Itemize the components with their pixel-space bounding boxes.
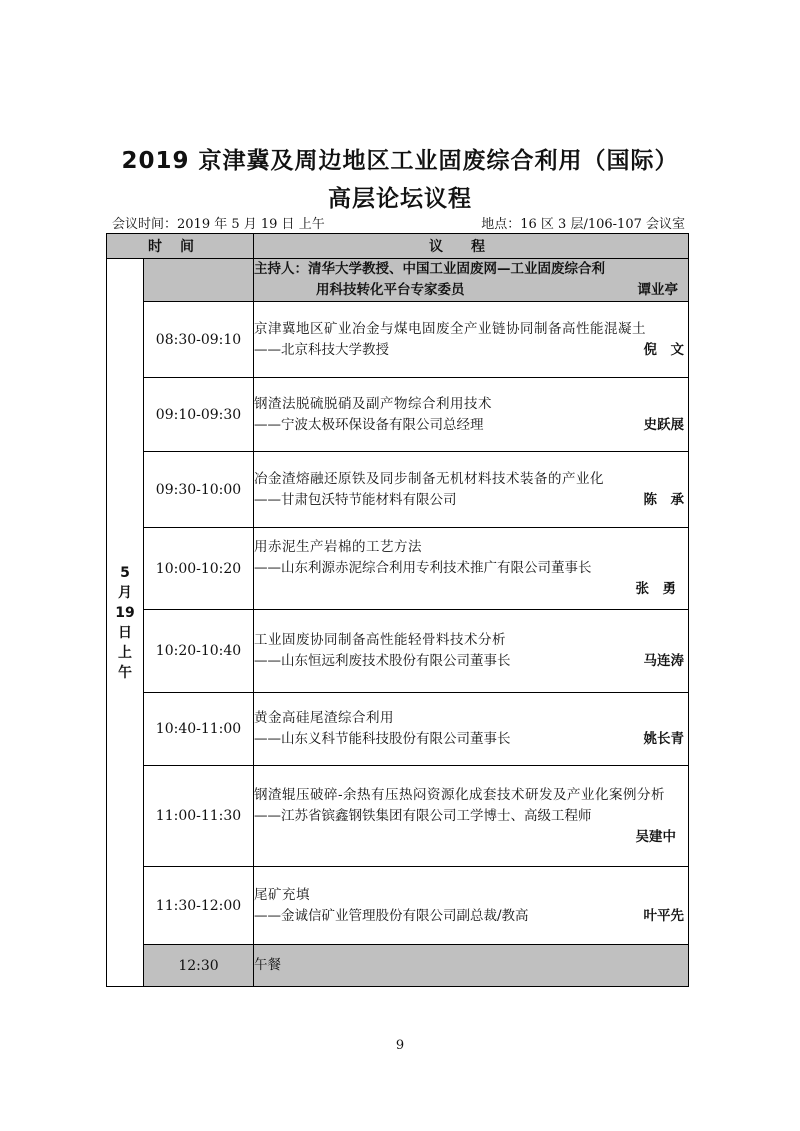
session-topic: 冶金渣熔融还原铁及同步制备无机材料技术装备的产业化 — [254, 470, 604, 487]
session-speaker: 姚长青 — [643, 731, 684, 747]
day-char: 日 — [118, 624, 132, 641]
host-cell — [254, 259, 689, 302]
session-speaker: 马连涛 — [643, 653, 684, 669]
page-number: 9 — [395, 1038, 405, 1053]
session-content — [254, 693, 689, 766]
session-speaker: 倪 文 — [643, 341, 684, 358]
session-affiliation: ——江苏省镔鑫钢铁集团有限公司工学博士、高级工程师 — [254, 807, 592, 824]
session-content — [254, 302, 689, 378]
session-affiliation: ——山东恒远利废技术股份有限公司董事长 — [254, 653, 511, 669]
host-line-1: 主持人：清华大学教授、中国工业固废网—工业固废综合利 — [254, 261, 605, 277]
session-time: 10:00-10:20 — [144, 528, 254, 610]
meeting-time: 会议时间：2019 年 5 月 19 日 上午 — [112, 217, 325, 232]
session-time: 08:30-09:10 — [144, 302, 254, 378]
header-agenda: 议程 — [254, 234, 689, 259]
day-char: 月 — [118, 584, 132, 601]
session-time: 10:40-11:00 — [144, 693, 254, 766]
session-affiliation: ——山东利源赤泥综合利用专利技术推广有限公司董事长 — [254, 560, 592, 576]
session-content — [254, 452, 689, 528]
session-topic: 京津冀地区矿业冶金与煤电固废全产业链协同制备高性能混凝土 — [254, 320, 646, 337]
session-time: 10:20-10:40 — [144, 610, 254, 693]
session-topic: 工业固废协同制备高性能轻骨料技术分析 — [254, 632, 506, 648]
session-affiliation: ——金诚信矿业管理股份有限公司副总裁/教高 — [254, 907, 529, 924]
session-speaker: 叶平先 — [643, 907, 684, 924]
title-line-1: 2019 京津冀及周边地区工业固废综合利用（国际） — [121, 148, 679, 174]
table-row — [107, 693, 689, 766]
session-time: 11:00-11:30 — [144, 766, 254, 867]
day-cell — [107, 259, 144, 987]
session-content — [254, 378, 689, 452]
table-row — [107, 528, 689, 610]
lunch-label: 午餐 — [254, 945, 689, 987]
session-speaker: 张 勇 — [635, 581, 676, 597]
session-speaker: 史跃展 — [643, 416, 684, 433]
table-row — [107, 867, 689, 945]
session-time: 09:30-10:00 — [144, 452, 254, 528]
day-char: 19 — [115, 604, 135, 621]
session-topic: 钢渣辊压破碎-余热有压热闷资源化成套技术研发及产业化案例分析 — [254, 786, 666, 803]
table-row — [107, 302, 689, 378]
lunch-row — [107, 945, 689, 987]
session-topic: 用赤泥生产岩棉的工艺方法 — [254, 539, 422, 555]
session-time: 11:30-12:00 — [144, 867, 254, 945]
host-line-2: 用科技转化平台专家委员 — [316, 282, 465, 298]
session-content — [254, 528, 689, 610]
session-topic: 尾矿充填 — [254, 886, 310, 903]
session-speaker: 吴建中 — [635, 828, 676, 845]
session-speaker: 陈 承 — [643, 491, 684, 508]
host-row — [107, 259, 689, 302]
host-time-cell — [144, 259, 254, 302]
session-content — [254, 766, 689, 867]
agenda-header-row — [107, 234, 689, 259]
session-content — [254, 867, 689, 945]
session-affiliation: ——山东义科节能科技股份有限公司董事长 — [254, 731, 511, 747]
day-char: 午 — [118, 664, 132, 681]
session-content — [254, 610, 689, 693]
session-affiliation: ——北京科技大学教授 — [254, 341, 389, 358]
table-row — [107, 766, 689, 867]
session-affiliation: ——宁波太极环保设备有限公司总经理 — [254, 416, 484, 433]
day-char: 上 — [118, 644, 132, 661]
session-topic: 黄金高硅尾渣综合利用 — [254, 710, 394, 726]
lunch-time: 12:30 — [144, 945, 254, 987]
header-time: 时间 — [107, 234, 254, 259]
title-line-2: 高层论坛议程 — [328, 186, 472, 212]
agenda-table — [106, 233, 689, 987]
day-char: 5 — [120, 564, 130, 581]
session-affiliation: ——甘肃包沃特节能材料有限公司 — [254, 491, 457, 508]
table-row — [107, 378, 689, 452]
table-row — [107, 452, 689, 528]
table-row — [107, 610, 689, 693]
meeting-location: 地点：16 区 3 层/106-107 会议室 — [481, 217, 685, 232]
session-time: 09:10-09:30 — [144, 378, 254, 452]
host-name: 谭业亭 — [637, 282, 678, 298]
session-topic: 钢渣法脱硫脱硝及副产物综合利用技术 — [254, 395, 492, 412]
